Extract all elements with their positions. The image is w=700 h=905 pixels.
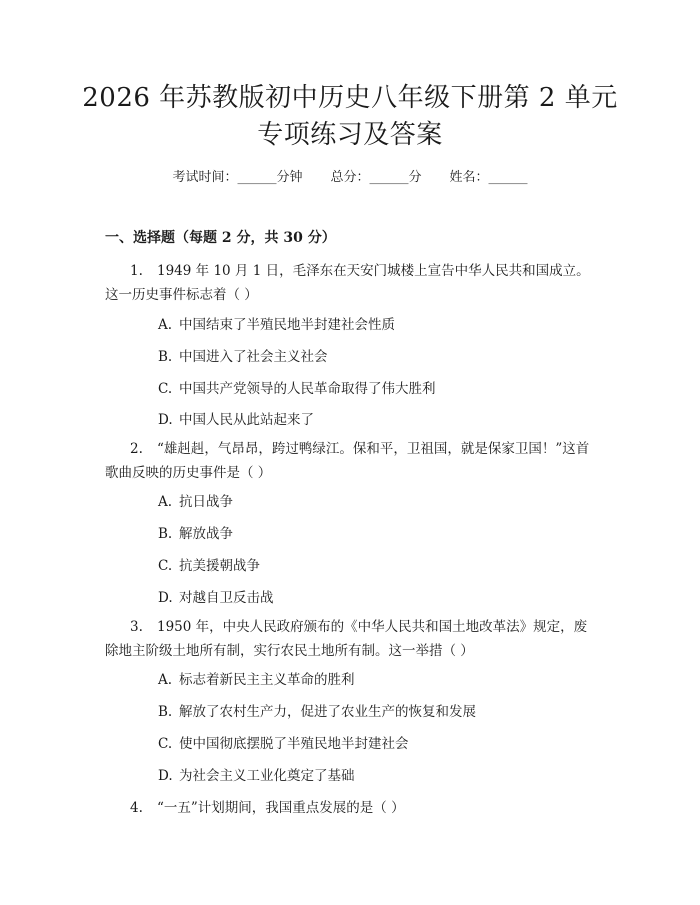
answer-option bbox=[158, 734, 409, 754]
option-letter: C. bbox=[158, 381, 173, 397]
question-stem bbox=[105, 796, 597, 820]
section-heading-multiple-choice: 一、选择题（每题 2 分，共 30 分） bbox=[105, 230, 336, 246]
option-text: 标志着新民主主义革命的胜利 bbox=[179, 672, 355, 688]
option-letter: D. bbox=[158, 768, 173, 784]
answer-option bbox=[158, 588, 274, 608]
option-text: 对越自卫反击战 bbox=[179, 590, 274, 606]
answer-option bbox=[158, 379, 436, 399]
option-text: 使中国彻底摆脱了半殖民地半封建社会 bbox=[179, 736, 409, 752]
question-stem bbox=[105, 615, 597, 663]
answer-option bbox=[158, 524, 233, 544]
question-text: 1949 年 10 月 1 日，毛泽东在天安门城楼上宣告中华人民共和国成立。这一历史事件标志着（ ） bbox=[105, 263, 590, 303]
question-number: 2. bbox=[130, 441, 143, 457]
option-letter: D. bbox=[158, 590, 173, 606]
option-letter: B. bbox=[158, 704, 173, 720]
question-text: “一五”计划期间，我国重点发展的是（ ） bbox=[157, 800, 405, 816]
option-text: 抗日战争 bbox=[179, 494, 233, 510]
option-text: 中国共产党领导的人民革命取得了伟大胜利 bbox=[179, 381, 436, 397]
option-text: 解放战争 bbox=[179, 526, 233, 542]
option-letter: C. bbox=[158, 558, 173, 574]
answer-option bbox=[158, 766, 355, 786]
document-title-line-2: 专项练习及答案 bbox=[257, 120, 443, 150]
question-number: 3. bbox=[130, 619, 143, 635]
answer-option bbox=[158, 315, 395, 335]
option-text: 解放了农村生产力，促进了农业生产的恢复和发展 bbox=[179, 704, 476, 720]
answer-option bbox=[158, 702, 476, 722]
answer-option bbox=[158, 556, 260, 576]
option-text: 中国进入了社会主义社会 bbox=[179, 349, 328, 365]
option-letter: A. bbox=[158, 494, 173, 510]
exam-time-field: 考试时间：______分钟 bbox=[172, 170, 303, 185]
question-stem bbox=[105, 437, 597, 485]
answer-option bbox=[158, 410, 314, 430]
document-title-line-1: 2026 年苏教版初中历史八年级下册第 2 单元 bbox=[82, 83, 618, 113]
option-text: 为社会主义工业化奠定了基础 bbox=[179, 768, 355, 784]
total-score-field: 总分：______分 bbox=[330, 170, 422, 185]
exam-info-line bbox=[0, 168, 700, 188]
answer-option bbox=[158, 670, 355, 690]
student-name-field: 姓名：______ bbox=[449, 170, 528, 185]
question-stem bbox=[105, 259, 597, 307]
option-letter: A. bbox=[158, 672, 173, 688]
answer-option bbox=[158, 347, 328, 367]
answer-option bbox=[158, 492, 233, 512]
option-text: 抗美援朝战争 bbox=[179, 558, 260, 574]
option-letter: C. bbox=[158, 736, 173, 752]
option-text: 中国结束了半殖民地半封建社会性质 bbox=[179, 317, 395, 333]
option-letter: B. bbox=[158, 349, 173, 365]
option-letter: B. bbox=[158, 526, 173, 542]
option-text: 中国人民从此站起来了 bbox=[179, 412, 314, 428]
option-letter: D. bbox=[158, 412, 173, 428]
question-text: 1950 年，中央人民政府颁布的《中华人民共和国土地改革法》规定，废除地主阶级土地所有制，实行农民土地所有制。这一举措（ ） bbox=[105, 619, 588, 659]
question-number: 1. bbox=[130, 263, 143, 279]
option-letter: A. bbox=[158, 317, 173, 333]
question-number: 4. bbox=[130, 800, 143, 816]
question-text: “雄赳赳，气昂昂，跨过鸭绿江。保和平，卫祖国，就是保家卫国！”这首歌曲反映的历史事件是（ ） bbox=[105, 441, 590, 481]
